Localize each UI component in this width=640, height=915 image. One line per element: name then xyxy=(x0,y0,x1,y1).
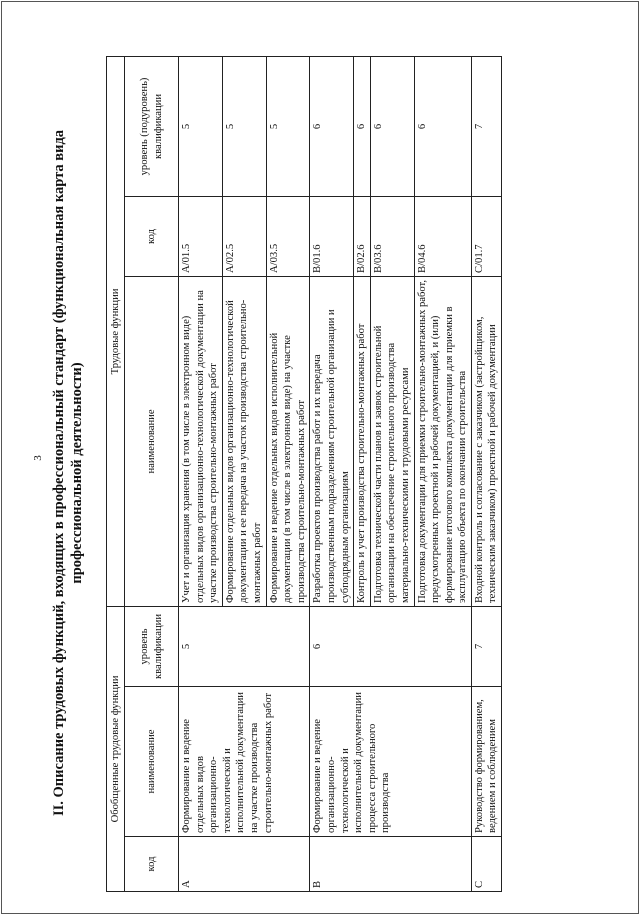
gen-function-code: B xyxy=(310,837,472,892)
labor-function-code: A/03.5 xyxy=(266,196,310,276)
gen-function-name: Формирование и ведение организационно-технологической и исполнительной документации процесса строительного производства xyxy=(310,687,472,837)
header-code: код xyxy=(125,837,179,892)
labor-function-code: A/02.5 xyxy=(222,196,266,276)
header-labor-functions: Трудовые функции xyxy=(107,56,125,606)
labor-function-sublevel: 6 xyxy=(370,56,414,196)
table-row xyxy=(310,56,354,891)
section-heading xyxy=(50,55,90,891)
labor-function-sublevel: 6 xyxy=(354,56,371,196)
rotated-content xyxy=(50,55,615,895)
header-function-code: код xyxy=(125,196,179,276)
header-sublevel: уровень (подуровень) квалификации xyxy=(125,56,179,196)
labor-function-sublevel: 6 xyxy=(310,56,354,196)
header-name: наименование xyxy=(125,687,179,837)
heading-line-2: профессиональной деятельности) xyxy=(69,362,85,584)
header-function-name: наименование xyxy=(125,276,179,606)
labor-function-sublevel: 7 xyxy=(471,56,501,196)
labor-function-sublevel: 5 xyxy=(222,56,266,196)
gen-function-level: 6 xyxy=(310,606,472,686)
labor-function-code: B/02.6 xyxy=(354,196,371,276)
labor-function-code: B/03.6 xyxy=(370,196,414,276)
labor-function-name: Входной контроль и согласование с заказчиком (застройщиком, техническим заказчиком) проектной и рабочей документации xyxy=(471,276,501,606)
labor-function-code: C/01.7 xyxy=(471,196,501,276)
labor-function-code: A/01.5 xyxy=(179,196,223,276)
labor-function-name: Разработка проектов производства работ и их передача производственным подразделениям строительной организации и субподрядным организациям xyxy=(310,276,354,606)
gen-function-level: 5 xyxy=(179,606,310,686)
labor-function-name: Формирование и ведение отдельных видов исполнительной документации (в том числе в электронном виде) на участке производства строительно-монтажных работ xyxy=(266,276,310,606)
labor-function-code: B/04.6 xyxy=(414,196,471,276)
gen-function-name: Формирование и ведение отдельных видов организационно-технологической и исполнительной документации на участке производства строительно-монтажных работ xyxy=(179,687,310,837)
page-number: 3 xyxy=(32,455,44,461)
labor-function-name: Подготовка документации для приемки строительно-монтажных работ, предусмотренных проектной и рабочей документацией, и (или) формирование итогового комплекта документации для приемки в эксплуатацию объекта по окончании строительства xyxy=(414,276,471,606)
labor-function-name: Контроль и учет производства строительно-монтажных работ xyxy=(354,276,371,606)
gen-function-code: A xyxy=(179,837,310,892)
labor-function-sublevel: 5 xyxy=(266,56,310,196)
header-generalized-functions: Обобщенные трудовые функции xyxy=(107,606,125,891)
table-row xyxy=(179,56,223,891)
gen-function-level: 7 xyxy=(471,606,501,686)
gen-function-code: C xyxy=(471,837,501,892)
functional-map-table xyxy=(106,56,502,892)
labor-function-code: B/01.6 xyxy=(310,196,354,276)
heading-line-1: II. Описание трудовых функций, входящих в профессиональный стандарт (функциональная карта вида xyxy=(51,129,67,817)
labor-function-sublevel: 5 xyxy=(179,56,223,196)
labor-function-name: Учет и организация хранения (в том числе в электронном виде) отдельных видов организационно-технологической документации на участке производства строительно-монтажных работ xyxy=(179,276,223,606)
gen-function-name: Руководство формированием, ведением и соблюдением xyxy=(471,687,501,837)
header-level: уровень квалификации xyxy=(125,606,179,686)
labor-function-sublevel: 6 xyxy=(414,56,471,196)
labor-function-name: Формирование отдельных видов организационно-технологической документации и ее передача на участок производства строительно-монтажных работ xyxy=(222,276,266,606)
labor-function-name: Подготовка технической части планов и заявок строительной организации на обеспечение строительного производства материально-техническими и трудовыми ресурсами xyxy=(370,276,414,606)
table-row xyxy=(471,56,501,891)
